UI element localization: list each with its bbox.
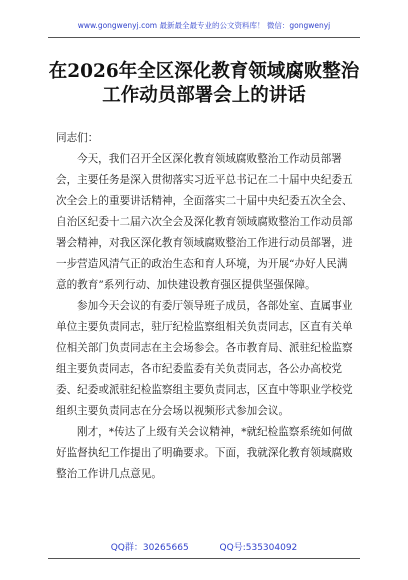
header-text: www.gongwenyj.com 最新最全最专业的公文资料库！ 微信：gongwenyj [77, 21, 331, 30]
document-body [56, 128, 356, 485]
salutation: 同志们： [56, 132, 99, 144]
header-divider [48, 37, 360, 38]
paragraph-3: 刚才，*传达了上级有关会议精神，*就纪检监察系统如何做好监督执纪工作提出了明确要求。下面，我就深化教育领域腐败整治工作讲几点意见。 [56, 426, 353, 480]
footer-qq-number: QQ号:535304092 [219, 543, 298, 553]
document-title: 在2026年全区深化教育领域腐败整治工作动员部署会上的讲话 [48, 61, 360, 106]
footer-qq-group: QQ群：30265665 [110, 543, 189, 553]
paragraph-1: 今天，我们召开全区深化教育领域腐败整治工作动员部署会，主要任务是深入贯彻落实习近平总书记在二十届中央纪委五次全会上的重要讲话精神，全面落实二十届中央纪委五次全会、自治区纪委十二届六次全会及深化教育领域腐败整治工作动员部署会精神，对我区深化教育领域腐败整治工作进行动员部署，进一步营造风清气正的政治生态和育人环境，为开展“办好人民满意的教育”系列行动、加快建设教育强区提供坚强保障。 [56, 153, 353, 291]
paragraph-2: 参加今天会议的有委厅领导班子成员，各部处室、直属事业单位主要负责同志，驻厅纪检监察组相关负责同志，区直有关单位相关部门负责同志在主会场参会。各市教育局、派驻纪检监察组主要负责同志，各市纪委监委有关负责同志，各公办高校党委、纪委或派驻纪检监察组主要负责同志，区直中等职业学校党组织主要负责同志在分会场以视频形式参加会议。 [56, 300, 353, 417]
footer-contact [0, 540, 408, 553]
footer-divider [48, 558, 360, 559]
header-banner [0, 20, 408, 31]
